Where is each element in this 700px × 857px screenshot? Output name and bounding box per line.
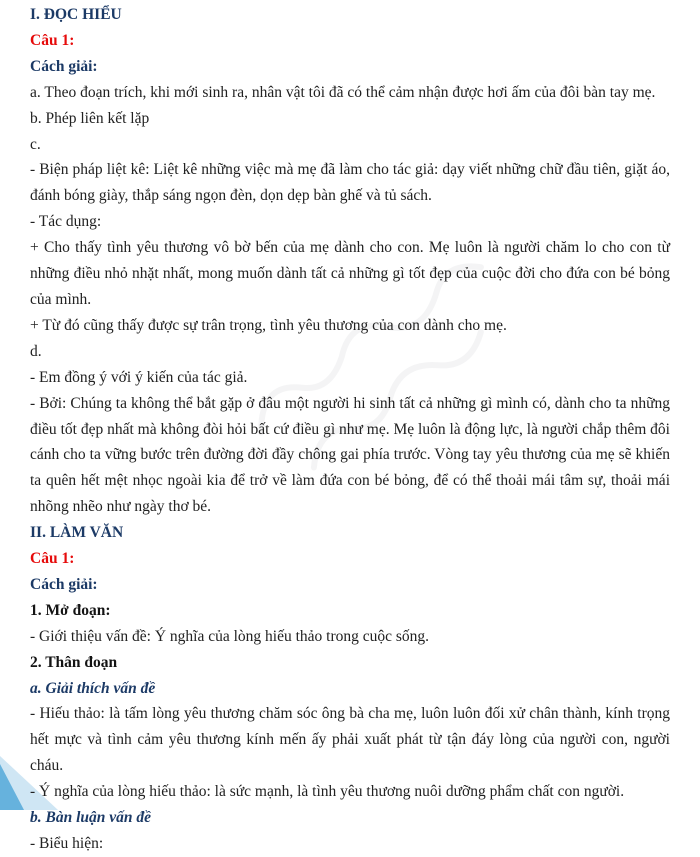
paragraph: - Giới thiệu vấn đề: Ý nghĩa của lòng hiếu thảo trong cuộc sống. (30, 627, 430, 645)
section-heading-lam-van: II. LÀM VĂN (30, 524, 124, 542)
section-heading-doc-hieu: I. ĐỌC HIỂU (30, 6, 122, 23)
sub-heading: b. Bàn luận vấn đề (30, 809, 152, 827)
outline-heading: 2. Thân đoạn (30, 653, 118, 671)
question-label: Câu 1: (30, 31, 75, 49)
paragraph: + Cho thấy tình yêu thương vô bờ bến của mẹ dành cho con. Mẹ luôn là người chăm lo cho con từ những điều nhỏ nhặt nhất, mong muốn dành tất cả những gì tốt đẹp của cuộc đời cho đứa con bé bỏng của mình. (30, 239, 670, 308)
paragraph: - Biện pháp liệt kê: Liệt kê những việc mà mẹ đã làm cho tác giả: dạy viết những chữ đầu tiên, giặt áo, đánh bóng giày, thắp sáng ngọn đèn, dọn dẹp bàn ghế và tủ sách. (30, 161, 670, 205)
paragraph: - Tác dụng: (30, 213, 102, 231)
paragraph: b. Phép liên kết lặp (30, 109, 150, 127)
question-label: Câu 1: (30, 550, 75, 568)
paragraph: - Ý nghĩa của lòng hiếu thảo: là sức mạnh, là tình yêu thương nuôi dưỡng phẩm chất con người. (30, 783, 625, 801)
solution-label: Cách giải: (30, 57, 98, 75)
paragraph: d. (30, 342, 42, 360)
paragraph: - Bởi: Chúng ta không thể bắt gặp ở đâu một người hi sinh tất cả những gì mình có, dành cho ta những điều tốt đẹp nhất mà không đòi hỏi bất cứ điều gì như mẹ. Mẹ luôn là động lực, là người chắp thêm đôi cánh cho ta vững bước trên đường đời đầy chông gai phía trước. Vòng tay yêu thương của mẹ sẽ khiến ta quên hết mệt nhọc ngoài kia để trở về làm đứa con bé bỏng, để có thể thoải mái tâm sự, thoải mái nhõng nhẽo như ngày thơ bé. (30, 394, 670, 516)
paragraph: + Từ đó cũng thấy được sự trân trọng, tình yêu thương của con dành cho mẹ. (30, 316, 507, 334)
outline-heading: 1. Mở đoạn: (30, 601, 111, 619)
paragraph: - Em đồng ý với ý kiến của tác giả. (30, 368, 248, 386)
paragraph: a. Theo đoạn trích, khi mới sinh ra, nhân vật tôi đã có thể cảm nhận được hơi ấm của đôi bàn tay mẹ. (30, 83, 656, 101)
sub-heading: a. Giải thích vấn đề (30, 679, 156, 697)
solution-label: Cách giải: (30, 575, 98, 593)
paragraph: - Biểu hiện: (30, 835, 104, 852)
paragraph: c. (30, 135, 41, 153)
paragraph: - Hiếu thảo: là tấm lòng yêu thương chăm sóc ông bà cha mẹ, luôn luôn đối xử chân thành, kính trọng hết mực và tình cảm yêu thương kính mến ấy phải xuất phát từ tận đáy lòng của người con, người cháu. (30, 705, 670, 775)
